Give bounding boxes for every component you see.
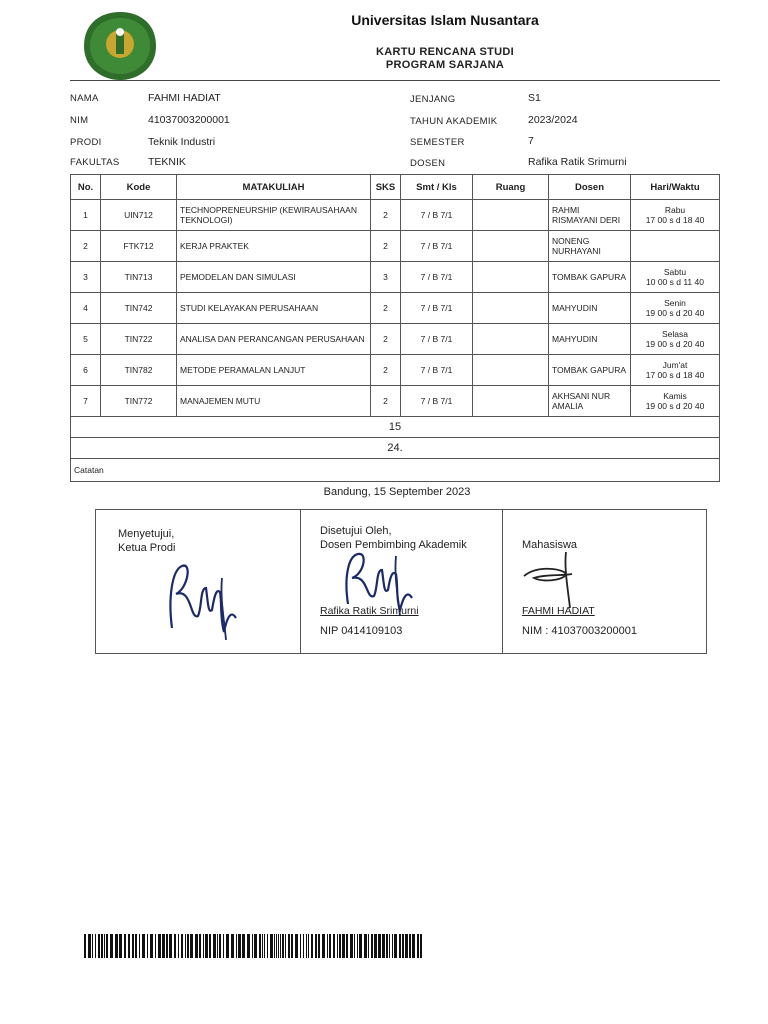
barcode-bar [327,934,328,958]
cell-waktu: 19 00 s d 20 40 [645,308,705,318]
cell-no: 5 [71,324,101,355]
mahasiswa-nim: NIM : 41037003200001 [522,625,637,637]
prodi-label: PRODI [70,137,102,148]
cell-sks: 2 [371,355,401,386]
header-divider [70,80,720,81]
cell-sks: 2 [371,386,401,417]
barcode-bar [139,934,140,958]
barcode-bar [354,934,355,958]
role-label-3: Mahasiswa [522,539,578,551]
cell-smt-kls: 7 / B 7/1 [401,324,473,355]
barcode-bar [217,934,218,958]
role-label-2: Dosen Pembimbing Akademik [320,539,467,551]
barcode-bar [346,934,348,958]
cell-ruang [473,262,549,293]
barcode-bar [135,934,137,958]
cell-kode: TIN772 [101,386,177,417]
prodi-value: Teknik Industri [148,136,216,148]
total-sks: 15 [71,417,720,438]
cell-kode: TIN713 [101,262,177,293]
nim-value: 41037003200001 [148,114,230,126]
barcode-bar [203,934,204,958]
cell-waktu: 19 00 s d 20 40 [645,339,705,349]
cell-kode: FTK712 [101,231,177,262]
barcode-bar [306,934,307,958]
tahun-akademik-value: 2023/2024 [528,114,578,126]
barcode-bar [399,934,401,958]
barcode-bar [119,934,122,958]
cell-smt-kls: 7 / B 7/1 [401,262,473,293]
semester-label: SEMESTER [410,137,465,148]
barcode-bar [276,934,277,958]
cell-smt-kls: 7 / B 7/1 [401,386,473,417]
barcode-bar [84,934,86,958]
cell-dosen: TOMBAK GAPURA [549,355,631,386]
barcode-bar [132,934,134,958]
cell-smt-kls: 7 / B 7/1 [401,231,473,262]
barcode-bar [104,934,105,958]
max-sks: 24. [71,438,720,459]
barcode-bar [219,934,221,958]
cell-dosen: TOMBAK GAPURA [549,262,631,293]
barcode-bar [386,934,388,958]
cell-ruang [473,293,549,324]
cell-waktu: 19 00 s d 20 40 [645,401,705,411]
university-name: Universitas Islam Nusantara [351,12,539,28]
cell-hari-waktu [631,355,720,386]
barcode-image [84,934,424,958]
table-row [71,262,720,293]
col-header-ruang: Ruang [473,175,549,200]
cell-matakuliah: STUDI KELAYAKAN PERUSAHAAN [177,293,371,324]
total-sks-row [71,417,720,438]
nama-value: FAHMI HADIAT [148,92,221,104]
barcode-bar [231,934,234,958]
cell-dosen: MAHYUDIN [549,324,631,355]
barcode-bar [420,934,422,958]
barcode-bar [110,934,113,958]
fakultas-value: TEKNIK [148,156,186,168]
barcode-bar [155,934,156,958]
signature-divider-1 [300,510,301,653]
barcode-bar [394,934,397,958]
col-header-kode: Kode [101,175,177,200]
cell-smt-kls: 7 / B 7/1 [401,355,473,386]
col-header-sks: SKS [371,175,401,200]
place-date: Bandung, 15 September 2023 [323,486,471,498]
barcode-bar [389,934,390,958]
cell-dosen: AKHSANI NUR AMALIA [549,386,631,417]
catatan-label: Catatan [71,459,720,482]
barcode-bar [254,934,257,958]
cell-waktu: 17 00 s d 18 40 [645,215,705,225]
approval-label-1: Menyetujui, [118,528,175,540]
barcode-bar [300,934,301,958]
cell-hari-waktu [631,324,720,355]
barcode-bar [92,934,93,958]
cell-no: 7 [71,386,101,417]
cell-matakuliah: PEMODELAN DAN SIMULASI [177,262,371,293]
barcode-bar [409,934,411,958]
role-label-1: Ketua Prodi [118,542,176,554]
barcode-bar [150,934,153,958]
course-table [70,174,720,482]
table-row [71,200,720,231]
barcode-bar [318,934,320,958]
barcode-bar [342,934,345,958]
barcode-bar [262,934,263,958]
approval-label-2: Disetujui Oleh, [320,525,392,537]
barcode-bar [181,934,183,958]
barcode-bar [311,934,313,958]
barcode-bar [187,934,189,958]
barcode-bar [115,934,118,958]
cell-kode: TIN722 [101,324,177,355]
barcode-bar [264,934,265,958]
catatan-row [71,459,720,482]
tahun-akademik-label: TAHUN AKADEMIK [410,116,498,127]
max-sks-row [71,438,720,459]
barcode-bar [178,934,179,958]
barcode-bar [329,934,331,958]
barcode-bar [236,934,237,958]
semester-value: 7 [528,135,534,147]
document-title-line-2: PROGRAM SARJANA [385,59,505,71]
cell-ruang [473,324,549,355]
cell-sks: 2 [371,324,401,355]
cell-ruang [473,386,549,417]
barcode-bar [412,934,415,958]
barcode-bar [270,934,273,958]
table-row [71,386,720,417]
barcode-bar [190,934,193,958]
col-header-hari-waktu: Hari/Waktu [631,175,720,200]
university-logo [80,8,160,84]
barcode-bar [402,934,404,958]
barcode-bar [169,934,172,958]
cell-matakuliah: TECHNOPRENEURSHIP (KEWIRAUSAHAAN TEKNOLOGI) [177,200,371,231]
barcode-bar [274,934,275,958]
col-header-dosen: Dosen [549,175,631,200]
barcode-bar [382,934,385,958]
barcode-bar [195,934,198,958]
barcode-bar [350,934,353,958]
barcode-bar [247,934,250,958]
cell-sks: 2 [371,231,401,262]
cell-matakuliah: KERJA PRAKTEK [177,231,371,262]
barcode-bar [371,934,373,958]
table-row [71,324,720,355]
cell-ruang [473,200,549,231]
cell-hari-waktu [631,293,720,324]
barcode-bar [209,934,211,958]
col-header-smt-kls: Smt / Kls [401,175,473,200]
barcode-bar [128,934,130,958]
cell-no: 6 [71,355,101,386]
barcode-bar [185,934,186,958]
document-title [300,46,590,72]
barcode-bar [315,934,317,958]
nim-label: NIM [70,115,89,126]
barcode-bar [226,934,229,958]
barcode-bar [357,934,358,958]
cell-sks: 2 [371,293,401,324]
barcode-bar [339,934,341,958]
barcode-bar [267,934,268,958]
cell-hari: Kamis [663,391,687,401]
nama-label: NAMA [70,93,99,104]
cell-sks: 2 [371,200,401,231]
mahasiswa-name: FAHMI HADIAT [522,605,595,617]
signature-col-dosen-pa [320,510,500,653]
barcode-bar [158,934,161,958]
barcode-bar [124,934,126,958]
cell-hari: Senin [664,298,686,308]
barcode-bar [101,934,103,958]
cell-ruang [473,355,549,386]
barcode-bar [417,934,419,958]
signature-col-kaprodi [118,510,298,653]
cell-no: 3 [71,262,101,293]
barcode-bar [88,934,91,958]
barcode-bar [364,934,367,958]
barcode-bar [205,934,208,958]
barcode-bar [280,934,281,958]
cell-no: 4 [71,293,101,324]
barcode-bar [368,934,369,958]
col-header-matakuliah: MATAKULIAH [177,175,371,200]
barcode-bar [303,934,304,958]
barcode-bar [213,934,216,958]
barcode-bar [359,934,362,958]
cell-hari-waktu [631,231,720,262]
jenjang-value: S1 [528,92,541,104]
cell-ruang [473,231,549,262]
cell-dosen: MAHYUDIN [549,293,631,324]
cell-kode: UIN712 [101,200,177,231]
dosen-label: DOSEN [410,158,446,169]
barcode-bar [378,934,381,958]
cell-waktu: 10 00 s d 11 40 [646,277,704,287]
cell-hari-waktu [631,386,720,417]
fakultas-label: FAKULTAS [70,157,120,168]
barcode-bar [242,934,245,958]
barcode-bar [291,934,293,958]
barcode-bar [95,934,96,958]
cell-kode: TIN782 [101,355,177,386]
jenjang-label: JENJANG [410,94,456,105]
cell-dosen: NONENG NURHAYANI [549,231,631,262]
barcode-bar [98,934,100,958]
cell-dosen: RAHMI RISMAYANI DERI [549,200,631,231]
signature-box [95,509,707,654]
barcode-bar [308,934,309,958]
table-row [71,231,720,262]
col-header-no: No. [71,175,101,200]
cell-matakuliah: ANALISA DAN PERANCANGAN PERUSAHAAN [177,324,371,355]
barcode-bar [278,934,279,958]
cell-waktu: 17 00 s d 18 40 [645,370,705,380]
document-title-line-1: KARTU RENCANA STUDI [376,46,514,58]
dosen-value: Rafika Ratik Srimurni [528,156,627,168]
barcode-bar [322,934,325,958]
cell-sks: 3 [371,262,401,293]
cell-hari: Sabtu [663,267,687,277]
signature-divider-2 [502,510,503,653]
cell-kode: TIN742 [101,293,177,324]
barcode-bar [282,934,284,958]
cell-hari: Selasa [662,329,688,339]
cell-matakuliah: METODE PERAMALAN LANJUT [177,355,371,386]
signature-kaprodi-image [162,558,242,643]
barcode-bar [238,934,241,958]
table-row [71,293,720,324]
cell-matakuliah: MANAJEMEN MUTU [177,386,371,417]
barcode-bar [106,934,108,958]
cell-no: 2 [71,231,101,262]
cell-hari-waktu [631,200,720,231]
cell-smt-kls: 7 / B 7/1 [401,293,473,324]
cell-no: 1 [71,200,101,231]
barcode-bar [142,934,145,958]
cell-hari: Jum'at [662,360,688,370]
barcode-bar [333,934,335,958]
signature-col-mahasiswa [522,510,702,653]
barcode-bar [223,934,224,958]
barcode-bar [252,934,253,958]
barcode-bar [174,934,176,958]
barcode-bar [374,934,377,958]
barcode-bar [295,934,298,958]
barcode-bar [166,934,168,958]
dosen-pa-nip: NIP 0414109103 [320,625,403,637]
barcode-bar [162,934,165,958]
barcode-bar [147,934,148,958]
table-header-row [71,175,720,200]
dosen-pa-name: Rafika Ratik Srimurni [320,605,419,617]
cell-hari: Rabu [664,205,686,215]
barcode-bar [199,934,201,958]
barcode-bar [259,934,261,958]
barcode-bar [285,934,286,958]
signature-mahasiswa-image [522,550,592,610]
table-row [71,355,720,386]
barcode-bar [337,934,338,958]
cell-smt-kls: 7 / B 7/1 [401,200,473,231]
barcode-bar [288,934,290,958]
barcode-bar [405,934,408,958]
cell-hari-waktu [631,262,720,293]
barcode-bar [392,934,393,958]
